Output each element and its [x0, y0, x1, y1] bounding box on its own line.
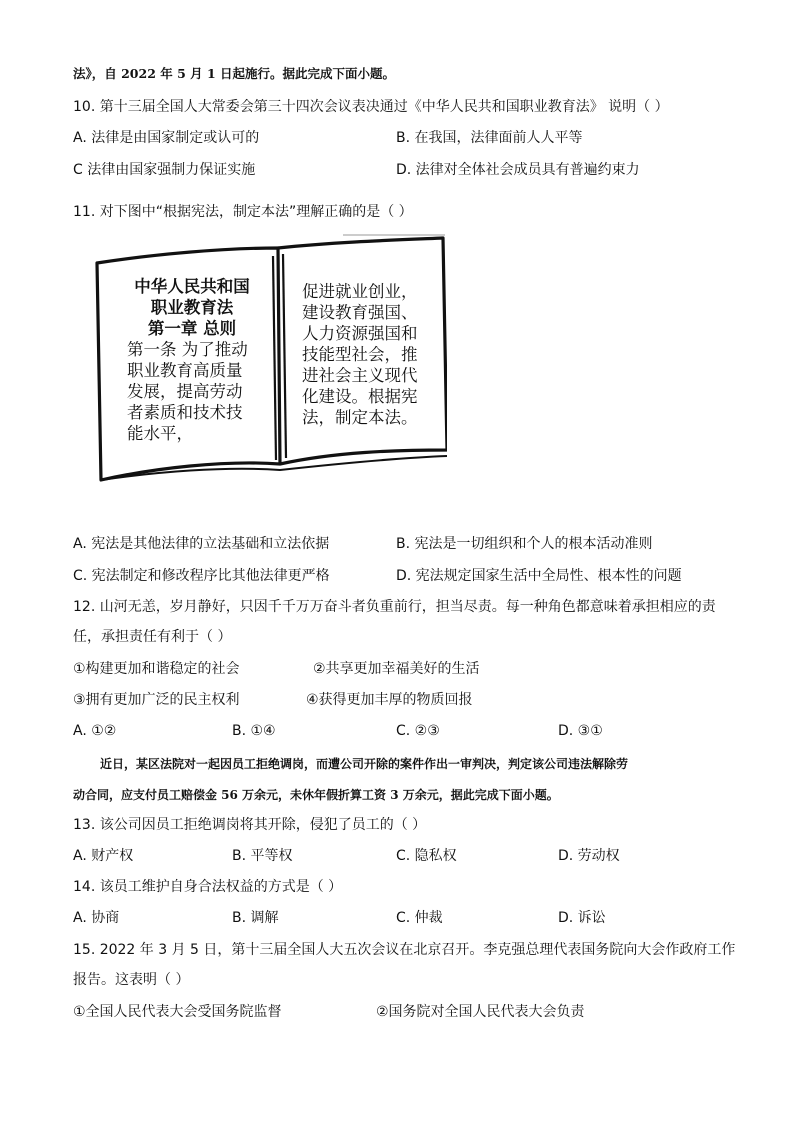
law-book-illustration — [95, 232, 447, 487]
q13-stem: 13. 该公司因员工拒绝调岗将其开除，侵犯了员工的（ ） — [73, 817, 427, 833]
q15-stem-line-1: 15. 2022 年 3 月 5 日，第十三届全国人大五次会议在北京召开。李克强总理代表国务院向大会作政府工作 — [73, 942, 736, 958]
book-title-1: 中华人民共和国 — [134, 277, 250, 296]
intro-tail: 法》，自 2022 年 5 月 1 日起施行。据此完成下面小题。 — [73, 66, 396, 81]
book-right-line-1: 促进就业创业， — [302, 282, 418, 301]
q12-option-a[interactable]: A. ①② — [73, 723, 117, 739]
q13-option-d[interactable]: D. 劳动权 — [558, 848, 620, 864]
q11-option-d[interactable]: D. 宪法规定国家生活中全局性、根本性的问题 — [396, 568, 682, 584]
book-right-line-3: 人力资源强国和 — [302, 324, 418, 343]
q10-stem: 10. 第十三届全国人大常委会第三十四次会议表决通过《中华人民共和国职业教育法》 说明（ ） — [73, 99, 669, 115]
book-right-line-7: 法，制定本法。 — [302, 408, 418, 427]
q12-item-4: ④获得更加丰厚的物质回报 — [306, 692, 473, 708]
book-left-line-4: 者素质和技术技 — [127, 403, 243, 422]
book-right-line-6: 化建设。根据宪 — [302, 387, 418, 406]
material-line-1: 近日，某区法院对一起因员工拒绝调岗，而遭公司开除的案件作出一审判决，判定该公司违法解除劳 — [100, 757, 629, 771]
book-right-line-2: 建设教育强国、 — [302, 303, 418, 322]
q12-item-3: ③拥有更加广泛的民主权利 — [73, 692, 240, 708]
q14-option-d[interactable]: D. 诉讼 — [558, 910, 606, 926]
q14-option-a[interactable]: A. 协商 — [73, 910, 120, 926]
q12-option-d[interactable]: D. ③① — [558, 723, 603, 739]
q15-item-1: ①全国人民代表大会受国务院监督 — [73, 1004, 282, 1020]
q10-option-c[interactable]: C 法律由国家强制力保证实施 — [73, 162, 256, 178]
book-right-line-4: 技能型社会，推 — [302, 345, 418, 364]
q13-option-b[interactable]: B. 平等权 — [232, 848, 293, 864]
q11-stem: 11. 对下图中“根据宪法，制定本法”理解正确的是（ ） — [73, 204, 413, 220]
q11-option-c[interactable]: C. 宪法制定和修改程序比其他法律更严格 — [73, 568, 330, 584]
q11-option-b[interactable]: B. 宪法是一切组织和个人的根本活动准则 — [396, 536, 653, 552]
q14-option-b[interactable]: B. 调解 — [232, 910, 279, 926]
q12-option-c[interactable]: C. ②③ — [396, 723, 440, 739]
q12-stem-line-2: 任，承担责任有利于（ ） — [73, 629, 232, 645]
book-right-line-5: 进社会主义现代 — [302, 366, 418, 385]
book-title-2: 职业教育法 — [150, 298, 234, 317]
q12-item-1: ①构建更加和谐稳定的社会 — [73, 661, 240, 677]
q10-option-b[interactable]: B. 在我国，法律面前人人平等 — [396, 130, 583, 146]
book-left-line-5: 能水平， — [127, 424, 193, 443]
q14-option-c[interactable]: C. 仲裁 — [396, 910, 443, 926]
book-left-line-2: 职业教育高质量 — [127, 361, 243, 380]
q12-option-b[interactable]: B. ①④ — [232, 723, 276, 739]
q14-stem: 14. 该员工维护自身合法权益的方式是（ ） — [73, 879, 343, 895]
book-left-line-3: 发展，提高劳动 — [127, 382, 243, 401]
book-title-3: 第一章 总则 — [147, 319, 237, 338]
book-left-line-1: 第一条 为了推动 — [127, 340, 248, 359]
q15-stem-line-2: 报告。这表明（ ） — [73, 972, 190, 988]
q13-option-c[interactable]: C. 隐私权 — [396, 848, 457, 864]
q13-option-a[interactable]: A. 财产权 — [73, 848, 134, 864]
q11-option-a[interactable]: A. 宪法是其他法律的立法基础和立法依据 — [73, 536, 330, 552]
q15-item-2: ②国务院对全国人民代表大会负责 — [376, 1004, 585, 1020]
q10-option-d[interactable]: D. 法律对全体社会成员具有普遍约束力 — [396, 162, 640, 178]
q12-stem-line-1: 12. 山河无恙，岁月静好，只因千千万万奋斗者负重前行，担当尽责。每一种角色都意味着承担相应的责 — [73, 599, 716, 615]
q12-item-2: ②共享更加幸福美好的生活 — [313, 661, 480, 677]
q10-option-a[interactable]: A. 法律是由国家制定或认可的 — [73, 130, 260, 146]
material-line-2: 动合同，应支付员工赔偿金 56 万余元，未休年假折算工资 3 万余元，据此完成下面小题。 — [73, 788, 559, 802]
